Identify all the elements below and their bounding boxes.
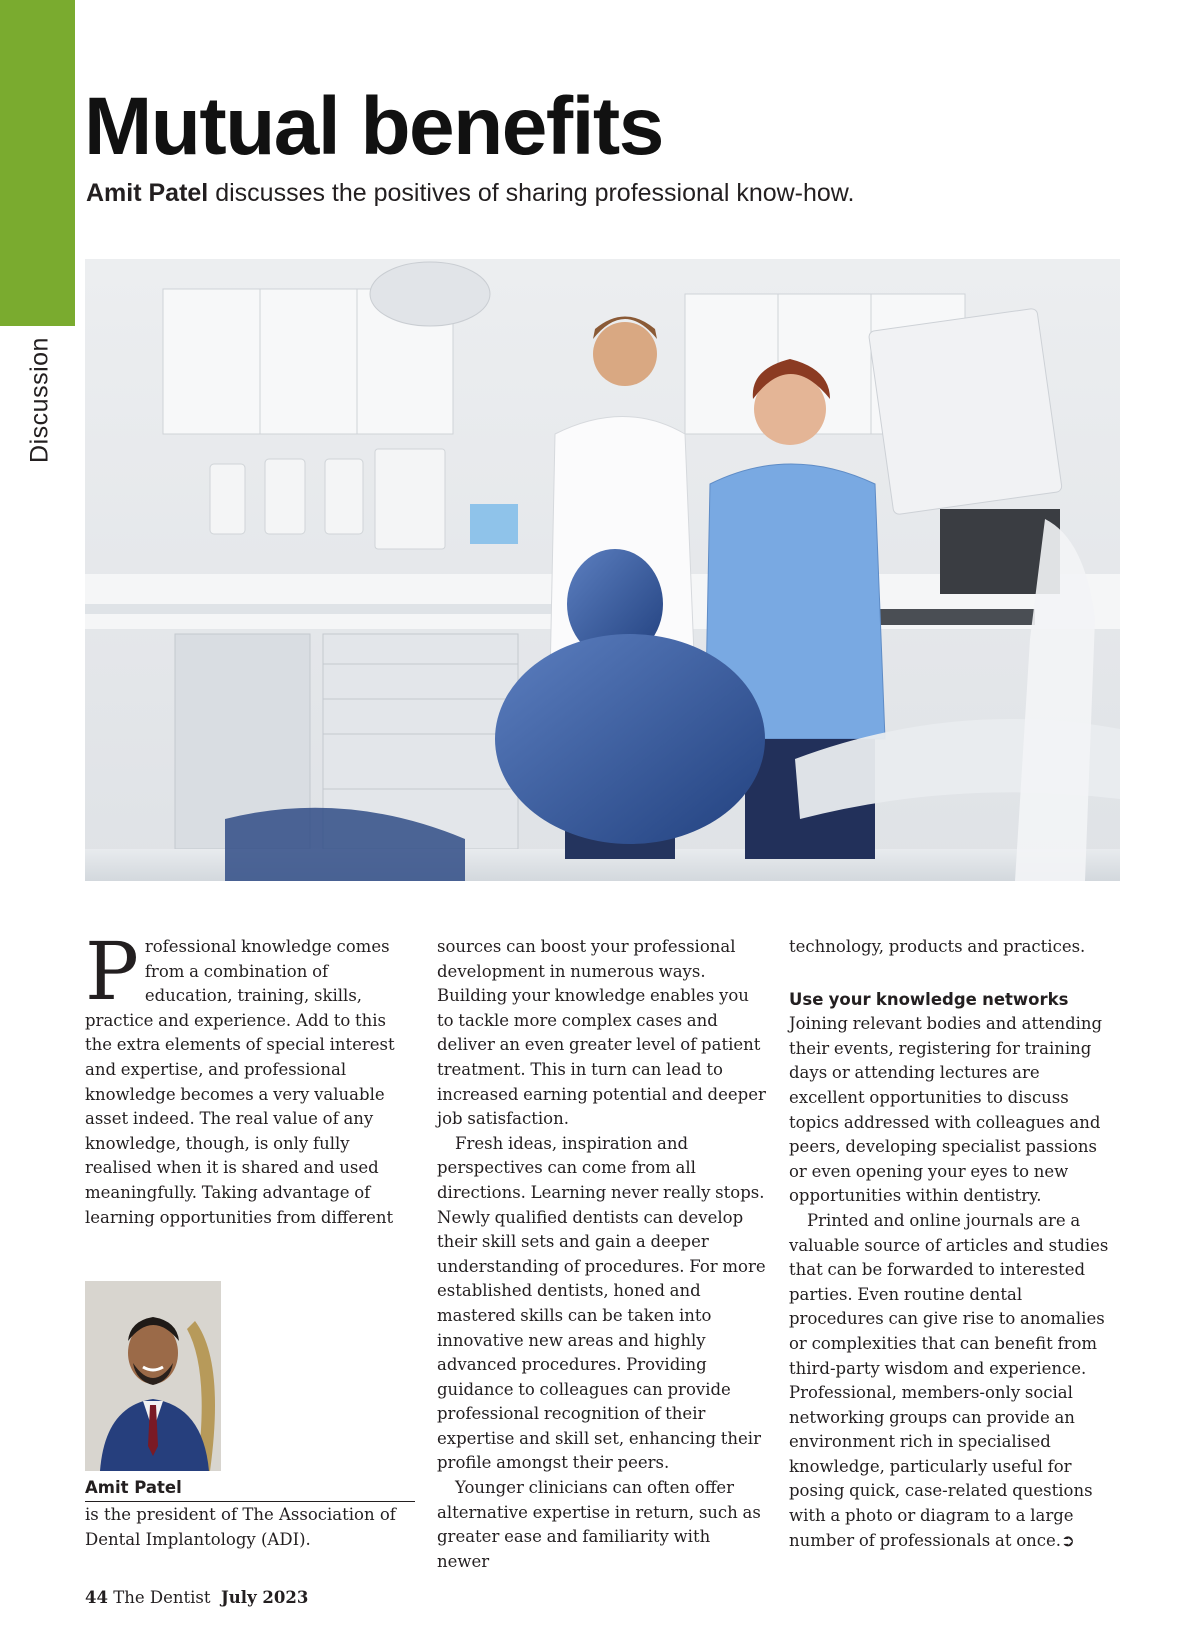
paragraph: sources can boost your professional development in numerous ways. Building your knowledge enables you to tackle more complex cases and deliver an even greater level of patient treatment. This in turn can lead to increased earning potential and deeper job satisfaction. [437,937,766,1129]
body-column-3 [789,935,1119,1553]
paragraph: Younger clinicians can often offer alternative expertise in return, such as greater ease and familiarity with newer [437,1478,761,1571]
paragraph: technology, products and practices. [789,937,1086,956]
body-column-1 [85,925,415,1230]
standfirst-author: Amit Patel [86,179,209,207]
author-name: Amit Patel [85,1478,415,1502]
author-photo [85,1281,221,1471]
section-color-bar [0,0,75,326]
author-bio: is the president of The Association of Dental Implantology (ADI). [85,1505,396,1549]
paragraph-text: Printed and online journals are a valuable source of articles and studies that can be forwarded to interested parties. Even routine dental procedures can give rise to anomalies or complexities that can benefit from third-party wisdom and experience. Professional, members-only social networking groups can provide an environment rich in specialised knowledge, particularly useful for posing quick, case-related questions with a photo or diagram to a large number of professionals at once. [789,1210,1109,1550]
paragraph [789,1209,1119,1553]
paragraph-text: rofessional knowledge comes from a combination of education, training, skills, practice and experience. Add to this the extra elements of special interest and expertise, and professional knowledge becomes a very valuable asset indeed. The real value of any knowledge, though, is only fully realised when it is shared and used meaningfully. Taking advantage of learning opportunities from different [85,937,395,1227]
drop-cap: P [85,925,139,1018]
issue-date: July 2023 [221,1588,309,1607]
headline: Mutual benefits [84,81,663,172]
standfirst-text: discusses the positives of sharing professional know-how. [208,179,855,207]
continue-arrow-icon: ➲ [1061,1530,1075,1550]
section-label: Discussion [25,337,54,463]
body-column-2 [437,935,767,1574]
standfirst [86,178,854,208]
publication-name: The Dentist [113,1588,211,1607]
paragraph: Joining relevant bodies and attending their events, registering for training days or attending lectures are excellent opportunities to discuss topics addressed with colleagues and peers, developing specialist passions or even opening your eyes to new opportunities within dentistry. [789,1014,1103,1206]
page-folio [85,1588,308,1607]
paragraph: Fresh ideas, inspiration and perspectives can come from all directions. Learning never really stops. Newly qualified dentists can develop their skill sets and gain a deeper understanding of procedures. For more established dentists, honed and mastered skills can be taken into innovative new areas and highly advanced procedures. Providing guidance to colleagues can provide professional recognition of their expertise and skill set, enhancing their profile amongst their peers. [437,1133,766,1473]
paragraph [85,925,415,1230]
page-number: 44 [85,1588,108,1607]
hero-photo [85,259,1120,881]
subheading: Use your knowledge networks [789,989,1069,1009]
